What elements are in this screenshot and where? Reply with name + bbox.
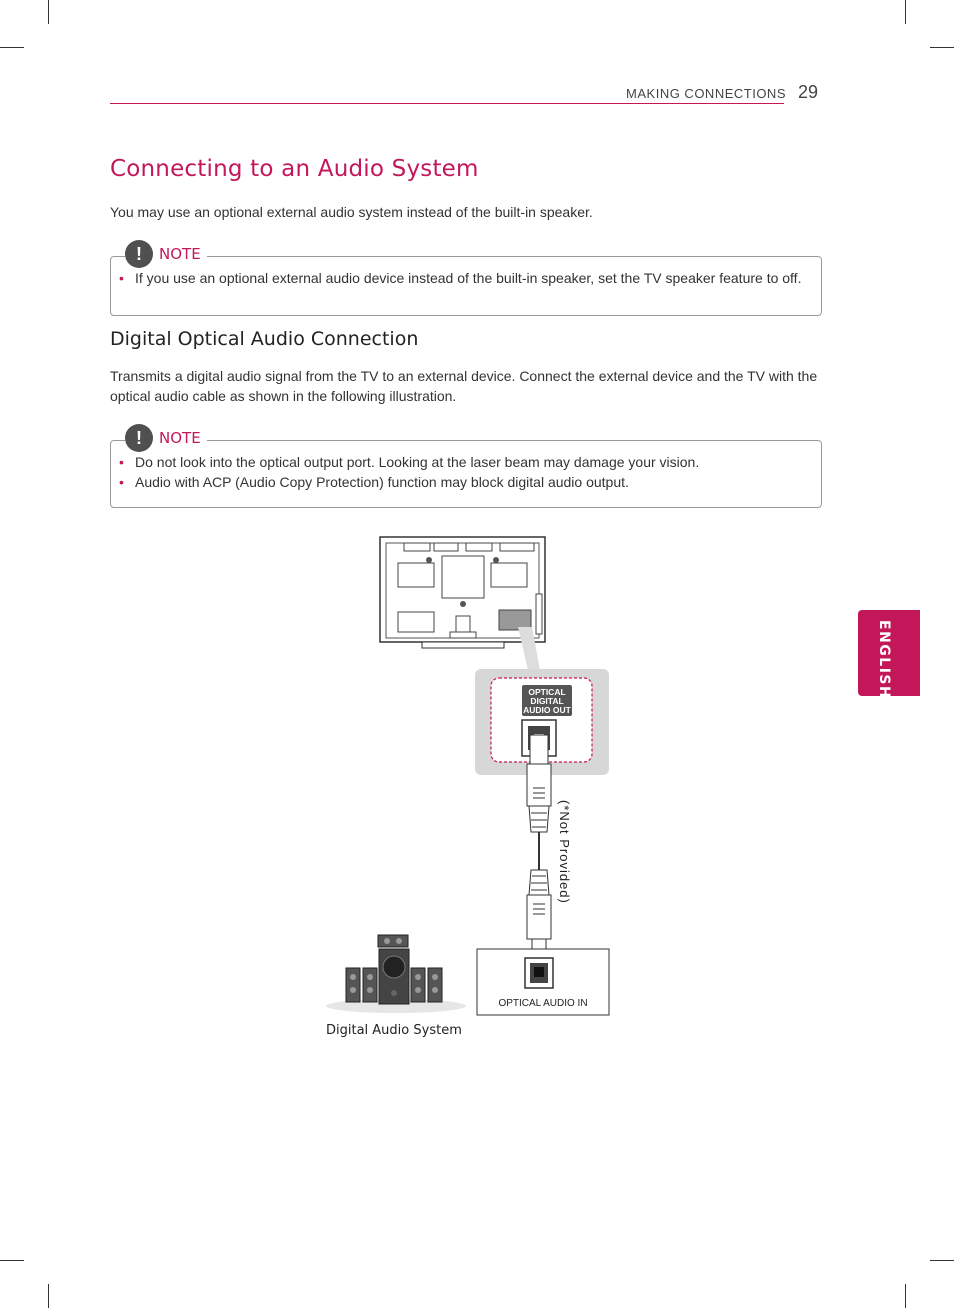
page-number: 29 bbox=[798, 82, 819, 102]
list-item: • Audio with ACP (Audio Copy Protection) function may block digital audio output. bbox=[119, 474, 629, 490]
optical-cable bbox=[527, 735, 551, 961]
port-label: DIGITAL bbox=[530, 696, 564, 706]
crop-mark bbox=[48, 1284, 49, 1308]
speaker-system-illustration bbox=[326, 935, 466, 1013]
exclamation-icon: ! bbox=[125, 424, 153, 452]
port-label: OPTICAL bbox=[528, 687, 566, 697]
intro-text: You may use an optional external audio system instead of the built-in speaker. bbox=[110, 204, 593, 220]
crop-mark bbox=[0, 1260, 24, 1261]
description-text: Transmits a digital audio signal from the TV to an external device. Connect the external device and the TV with the optical audio cable as shown in the following illustration. bbox=[110, 368, 818, 404]
cable-note: (*Not Provided) bbox=[557, 800, 572, 904]
connection-diagram bbox=[300, 530, 630, 1030]
bullet-icon: • bbox=[119, 270, 124, 286]
crop-mark bbox=[0, 47, 24, 48]
bullet-icon: • bbox=[119, 474, 124, 490]
bullet-icon: • bbox=[119, 454, 124, 470]
list-item: • Do not look into the optical output port. Looking at the laser beam may damage your vision. bbox=[119, 454, 700, 470]
crop-mark bbox=[905, 0, 906, 24]
input-label: OPTICAL AUDIO IN bbox=[498, 998, 588, 1009]
note-box bbox=[110, 243, 822, 316]
note-list bbox=[119, 452, 809, 492]
language-label: ENGLISH bbox=[876, 620, 892, 700]
note-list bbox=[119, 268, 809, 288]
page-title: Connecting to an Audio System bbox=[110, 156, 479, 182]
section-subtitle: Digital Optical Audio Connection bbox=[110, 328, 419, 350]
note-header bbox=[125, 240, 207, 268]
crop-mark bbox=[48, 0, 49, 24]
note-label: NOTE bbox=[159, 429, 201, 447]
crop-mark bbox=[930, 1260, 954, 1261]
note-box bbox=[110, 427, 822, 508]
crop-mark bbox=[905, 1284, 906, 1308]
note-label: NOTE bbox=[159, 245, 201, 263]
section-label: MAKING CONNECTIONS bbox=[626, 86, 786, 101]
crop-mark bbox=[930, 47, 954, 48]
device-caption: Digital Audio System bbox=[326, 1023, 462, 1038]
note-header bbox=[125, 424, 207, 452]
port-label: AUDIO OUT bbox=[523, 705, 571, 715]
header-rule bbox=[110, 103, 784, 104]
exclamation-icon: ! bbox=[125, 240, 153, 268]
list-item: • If you use an optional external audio device instead of the built-in speaker, set the TV speaker feature to off. bbox=[119, 270, 802, 286]
